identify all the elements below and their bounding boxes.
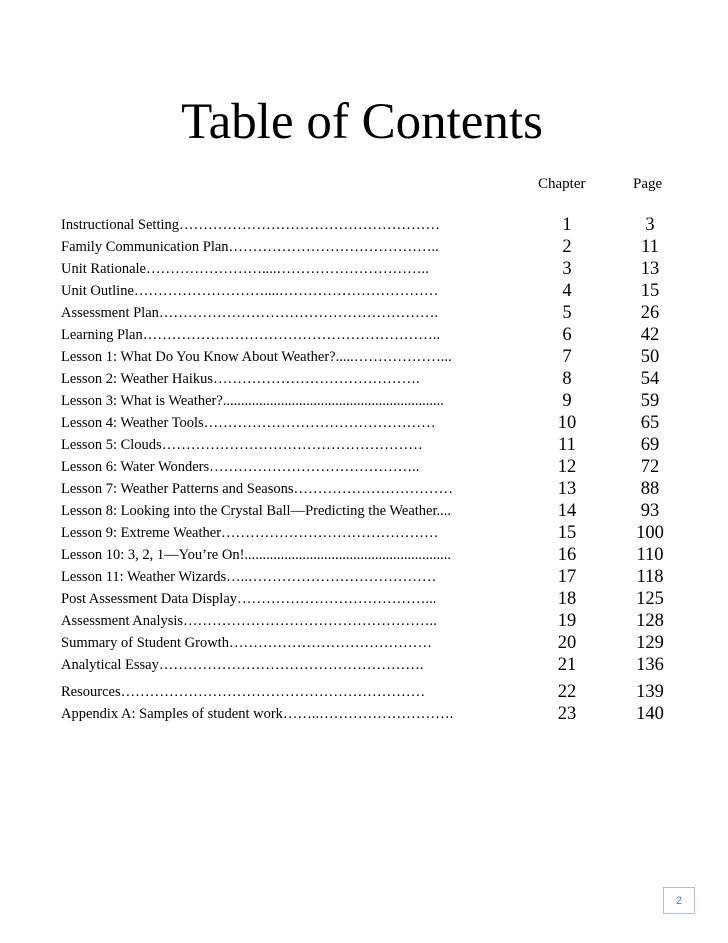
toc-entry-label[interactable]: Analytical Essay………………………………………………. bbox=[61, 657, 424, 673]
toc-page-number: 118 bbox=[636, 567, 664, 587]
toc-row[interactable] bbox=[0, 412, 728, 434]
toc-page-number: 54 bbox=[640, 369, 660, 389]
toc-row[interactable] bbox=[0, 500, 728, 522]
toc-page-number: 128 bbox=[636, 611, 664, 631]
toc-entry-label[interactable]: Lesson 9: Extreme Weather……………………………………… bbox=[61, 525, 439, 541]
toc-chapter-number: 8 bbox=[562, 369, 572, 389]
toc-row[interactable] bbox=[0, 610, 728, 632]
toc-page-number: 26 bbox=[640, 303, 660, 323]
toc-chapter-number: 20 bbox=[557, 633, 577, 653]
toc-page-number: 11 bbox=[641, 237, 659, 257]
toc-page-number: 59 bbox=[640, 391, 660, 411]
toc-row[interactable] bbox=[0, 681, 728, 703]
toc-page-number: 93 bbox=[640, 501, 660, 521]
toc-chapter-number: 17 bbox=[557, 567, 577, 587]
toc-chapter-number: 2 bbox=[562, 237, 572, 257]
toc-entry-label[interactable]: Lesson 10: 3, 2, 1—You’re On!......................................................... bbox=[61, 547, 452, 563]
toc-entry-label[interactable]: Lesson 3: What is Weather?............................................................. bbox=[61, 393, 444, 409]
toc-row[interactable] bbox=[0, 632, 728, 654]
page-number-badge: 2 bbox=[663, 887, 695, 914]
toc-page-number: 3 bbox=[645, 215, 655, 235]
toc-chapter-number: 18 bbox=[557, 589, 577, 609]
toc-row[interactable] bbox=[0, 258, 728, 280]
toc-row[interactable] bbox=[0, 280, 728, 302]
toc-entry-label[interactable]: Family Communication Plan…………………………………….. bbox=[61, 239, 439, 255]
toc-entry-label[interactable]: Appendix A: Samples of student work……..………………………. bbox=[61, 706, 454, 722]
toc-page-number: 15 bbox=[640, 281, 660, 301]
toc-row[interactable] bbox=[0, 324, 728, 346]
toc-page-number: 125 bbox=[636, 589, 664, 609]
toc-entry-label[interactable]: Summary of Student Growth…………………………………… bbox=[61, 635, 432, 651]
toc-chapter-number: 23 bbox=[557, 704, 577, 724]
toc-chapter-number: 11 bbox=[558, 435, 576, 455]
toc-entry-label[interactable]: Assessment Analysis…………………………………………….. bbox=[61, 613, 437, 629]
toc-entry-label[interactable]: Lesson 4: Weather Tools………………………………………… bbox=[61, 415, 436, 431]
toc-chapter-number: 13 bbox=[557, 479, 577, 499]
toc-chapter-number: 14 bbox=[557, 501, 577, 521]
toc-row[interactable] bbox=[0, 522, 728, 544]
toc-chapter-number: 19 bbox=[557, 611, 577, 631]
toc-row[interactable] bbox=[0, 434, 728, 456]
toc-row[interactable] bbox=[0, 368, 728, 390]
toc-chapter-number: 21 bbox=[557, 655, 577, 675]
toc-row[interactable] bbox=[0, 588, 728, 610]
toc-chapter-number: 10 bbox=[557, 413, 577, 433]
toc-entry-label[interactable]: Lesson 6: Water Wonders…………………………………….. bbox=[61, 459, 420, 475]
toc-entry-label[interactable]: Lesson 1: What Do You Know About Weather?.....………………... bbox=[61, 349, 452, 365]
toc-chapter-number: 9 bbox=[562, 391, 572, 411]
toc-row[interactable] bbox=[0, 456, 728, 478]
toc-entry-label[interactable]: Lesson 11: Weather Wizards…..………………………………… bbox=[61, 569, 437, 585]
toc-entry-label[interactable]: Assessment Plan…………………………………………………. bbox=[61, 305, 438, 321]
toc-page-number: 140 bbox=[636, 704, 664, 724]
toc-chapter-number: 3 bbox=[562, 259, 572, 279]
toc-row[interactable] bbox=[0, 566, 728, 588]
toc-page-number: 88 bbox=[640, 479, 660, 499]
toc-row[interactable] bbox=[0, 346, 728, 368]
toc-entry-label[interactable]: Resources……………………………………………………… bbox=[61, 684, 426, 700]
toc-entry-label[interactable]: Lesson 8: Looking into the Crystal Ball—Predicting the Weather.... bbox=[61, 503, 452, 519]
toc-page-number: 65 bbox=[640, 413, 660, 433]
toc-page-number: 136 bbox=[636, 655, 664, 675]
toc-page-number: 100 bbox=[636, 523, 664, 543]
toc-page-number: 42 bbox=[640, 325, 660, 345]
page-title-text: Table of Contents bbox=[181, 94, 543, 150]
toc-row[interactable] bbox=[0, 236, 728, 258]
toc-chapter-number: 15 bbox=[557, 523, 577, 543]
toc-row[interactable] bbox=[0, 214, 728, 236]
toc-chapter-number: 4 bbox=[562, 281, 572, 301]
toc-page-number: 50 bbox=[640, 347, 660, 367]
toc-chapter-number: 1 bbox=[562, 215, 572, 235]
toc-row[interactable] bbox=[0, 390, 728, 412]
chapter-column-header: Chapter bbox=[538, 176, 586, 192]
toc-page-number: 72 bbox=[640, 457, 660, 477]
toc-page-number: 69 bbox=[640, 435, 660, 455]
toc-entry-label[interactable]: Unit Outline………………………....…………………………… bbox=[61, 283, 439, 299]
toc-chapter-number: 22 bbox=[557, 682, 577, 702]
toc-chapter-number: 5 bbox=[562, 303, 572, 323]
page-column-header: Page bbox=[633, 176, 663, 192]
toc-chapter-number: 16 bbox=[557, 545, 577, 565]
toc-row[interactable] bbox=[0, 654, 728, 676]
toc-entry-label[interactable]: Lesson 5: Clouds……………………………………………… bbox=[61, 437, 423, 453]
page-title bbox=[0, 92, 728, 152]
toc-entry-label[interactable]: Post Assessment Data Display…………………………………... bbox=[61, 591, 437, 607]
toc-chapter-number: 12 bbox=[557, 457, 577, 477]
toc-entry-label[interactable]: Instructional Setting……………………………………………… bbox=[61, 217, 440, 233]
toc-row[interactable] bbox=[0, 544, 728, 566]
toc-chapter-number: 7 bbox=[562, 347, 572, 367]
toc-entry-label[interactable]: Learning Plan…………………………………………………….. bbox=[61, 327, 440, 343]
toc-page-number: 129 bbox=[636, 633, 664, 653]
toc-entry-label[interactable]: Lesson 7: Weather Patterns and Seasons…………………………… bbox=[61, 481, 454, 497]
toc-page-number: 139 bbox=[636, 682, 664, 702]
toc-row[interactable] bbox=[0, 478, 728, 500]
toc-page-number: 110 bbox=[636, 545, 664, 565]
toc-entry-label[interactable]: Unit Rationale……………………....………………………….. bbox=[61, 261, 429, 277]
toc-page-number: 13 bbox=[640, 259, 660, 279]
toc-row[interactable] bbox=[0, 302, 728, 324]
toc-row[interactable] bbox=[0, 703, 728, 725]
toc-chapter-number: 6 bbox=[562, 325, 572, 345]
toc-entry-label[interactable]: Lesson 2: Weather Haikus……………………………………. bbox=[61, 371, 420, 387]
